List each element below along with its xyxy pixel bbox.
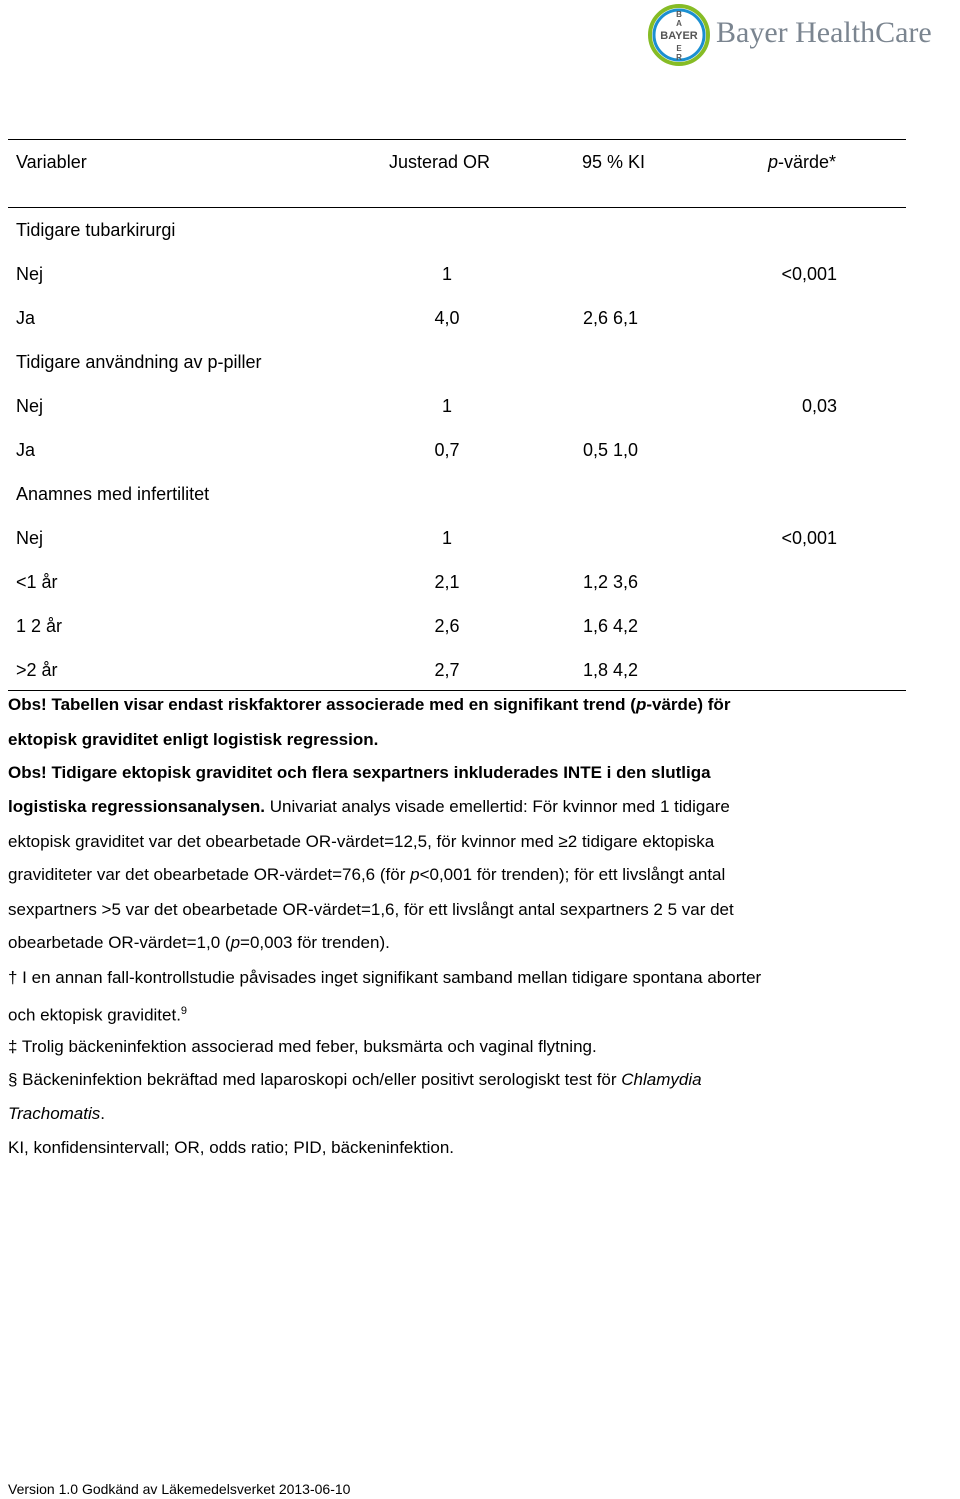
cell-95-ki: 2,6 6,1: [583, 308, 639, 328]
cell-variable: Anamnes med infertilitet: [16, 484, 210, 504]
note-univariat-line3: ektopisk graviditet var det obearbetade OR-värdet=12,5, för kvinnor med ≥2 tidigare ektopiska: [8, 832, 715, 851]
cell-variable: Nej: [16, 264, 44, 284]
bayer-cross-logo: [647, 3, 711, 67]
table-header-rule: [8, 207, 906, 208]
cell-95-ki: 1,6 4,2: [583, 616, 639, 636]
cell-justerad-or: 1: [441, 264, 452, 284]
note-dagger-line1: † I en annan fall-kontrollstudie påvisades inget signifikant samband mellan tidigare spontana aborter: [8, 968, 762, 987]
cell-justerad-or: 0,7: [434, 440, 460, 460]
cell-variable: Tidigare användning av p-piller: [16, 352, 262, 372]
cell-variable: Ja: [16, 308, 36, 328]
table-top-rule: [8, 139, 906, 140]
cell-variable: Nej: [16, 396, 44, 416]
footer-version: Version 1.0 Godkänd av Läkemedelsverket 2013-06-10: [8, 1481, 351, 1497]
column-header-variabler: Variabler: [16, 152, 87, 172]
cell-p-varde: <0,001: [781, 528, 837, 548]
cell-variable: Tidigare tubarkirurgi: [16, 220, 176, 240]
cell-95-ki: 0,5 1,0: [583, 440, 639, 460]
note-double-dagger: ‡ Trolig bäckeninfektion associerad med feber, buksmärta och vaginal flytning.: [8, 1037, 597, 1056]
cell-p-varde: 0,03: [801, 396, 837, 416]
cell-95-ki: 1,2 3,6: [583, 572, 639, 592]
cell-variable: Ja: [16, 440, 36, 460]
brand-name: Bayer HealthCare: [716, 16, 932, 49]
logo-text-horizontal: BAYER: [660, 30, 698, 42]
note-univariat-line5: sexpartners >5 var det obearbetade OR-värdet=1,6, för ett livslångt antal sexpartners 2 5 var det: [8, 900, 734, 919]
cell-variable: <1 år: [16, 572, 58, 592]
cell-variable: Nej: [16, 528, 44, 548]
note-univariat-line6: obearbetade OR-värdet=1,0 (p=0,003 för trenden).: [8, 933, 390, 952]
column-header-p-varde: p-värde*: [768, 152, 837, 172]
column-header-95-ki: 95 % KI: [582, 152, 646, 172]
note-obs-2-line2: logistiska regressionsanalysen. Univariat analys visade emellertid: För kvinnor med 1 tidigare: [8, 797, 730, 816]
note-dagger-line2: och ektopisk graviditet.$^9$: [8, 1005, 188, 1025]
cell-justerad-or: 1: [441, 396, 452, 416]
logo-letter-b: B: [676, 10, 682, 19]
cell-variable: 1 2 år: [16, 616, 63, 636]
note-abbreviations: KI, konfidensintervall; OR, odds ratio; PID, bäckeninfektion.: [8, 1138, 455, 1157]
cell-justerad-or: 4,0: [434, 308, 460, 328]
note-univariat-line4: graviditeter var det obearbetade OR-värdet=76,6 (för p<0,001 för trenden); för ett livslångt antal: [8, 865, 726, 884]
logo-letter-r: R: [676, 53, 682, 62]
note-section-line1: § Bäckeninfektion bekräftad med laparoskopi och/eller positivt serologiskt test för Chlamydia: [8, 1070, 702, 1089]
cell-justerad-or: 2,6: [434, 616, 460, 636]
logo-letter-a: A: [676, 19, 682, 28]
cell-p-varde: <0,001: [781, 264, 837, 284]
logo-letter-e: E: [676, 44, 682, 53]
cell-95-ki: 1,8 4,2: [583, 660, 639, 680]
cell-justerad-or: 2,7: [434, 660, 460, 680]
note-obs-1-line2: ektopisk graviditet enligt logistisk regression.: [8, 730, 379, 749]
cell-variable: >2 år: [16, 660, 58, 680]
note-obs-2-line1: Obs! Tidigare ektopisk graviditet och flera sexpartners inkluderades INTE i den slutliga: [8, 763, 711, 782]
cell-justerad-or: 2,1: [434, 572, 460, 592]
note-obs-1-line1: Obs! Tabellen visar endast riskfaktorer associerade med en signifikant trend (p-värde) för: [8, 695, 731, 714]
cell-justerad-or: 1: [441, 528, 452, 548]
column-header-justerad-or: Justerad OR: [389, 152, 491, 172]
table-bottom-rule: [8, 690, 906, 691]
note-section-line2: Trachomatis.: [8, 1104, 105, 1123]
